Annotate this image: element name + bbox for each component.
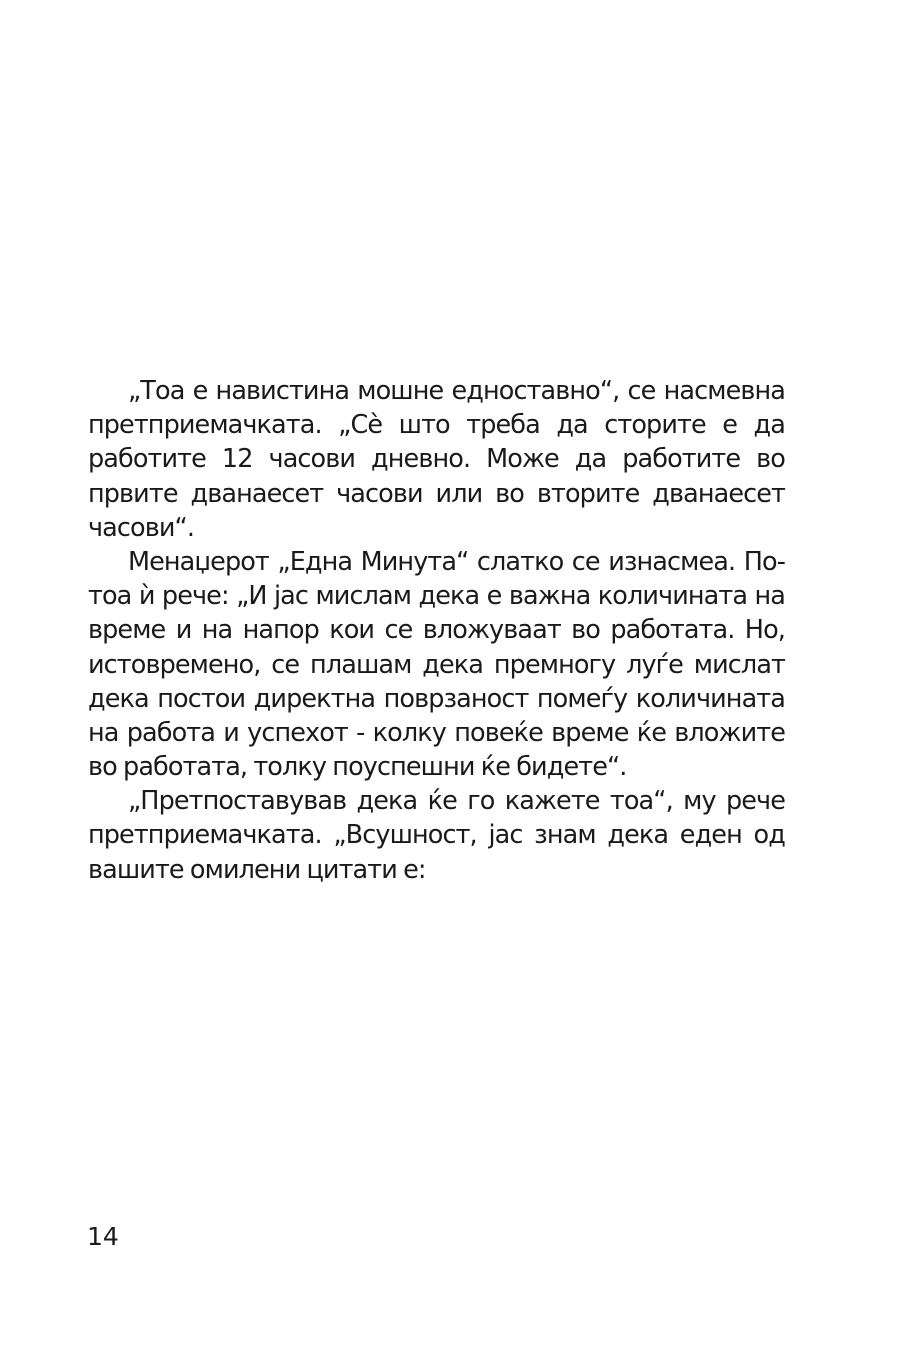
text-line: вашите омилени цитати е: bbox=[88, 854, 426, 885]
text-line: дека постои директна поврзаност помеѓу количината bbox=[88, 683, 785, 714]
text-line: тоа ѝ рече: „И јас мислам дека е важна количината на bbox=[88, 581, 785, 612]
text-line: истовремено, се плашам дека премногу луѓе мислат bbox=[88, 649, 785, 680]
page-number: 14 bbox=[87, 1222, 119, 1251]
text-line: време и на напор кои се вложуваат во работата. Но, bbox=[88, 615, 785, 646]
body-text bbox=[88, 374, 785, 887]
text-line: „Претпоставував дека ќе го кажете тоа“, му рече bbox=[128, 786, 785, 817]
text-line: во работата, толку поуспешни ќе бидете“. bbox=[88, 752, 627, 783]
text-line: претприемачката. „Всушност, јас знам дека еден од bbox=[88, 820, 785, 851]
text-line: часови“. bbox=[88, 512, 195, 543]
text-line: првите дванаесет часови или во вторите дванаесет bbox=[88, 478, 785, 509]
text-line: претприемачката. „Сè што треба да сторите е да bbox=[88, 410, 785, 441]
text-line: на работа и успехот - колку повеќе време ќе вложите bbox=[88, 717, 785, 748]
text-line: Менаџерот „Една Минута“ слатко се изнасмеа. По- bbox=[128, 546, 785, 577]
text-line: „Тоа е навистина мошне едноставно“, се насмевна bbox=[128, 376, 785, 406]
text-line: работите 12 часови дневно. Може да работите во bbox=[88, 444, 785, 475]
